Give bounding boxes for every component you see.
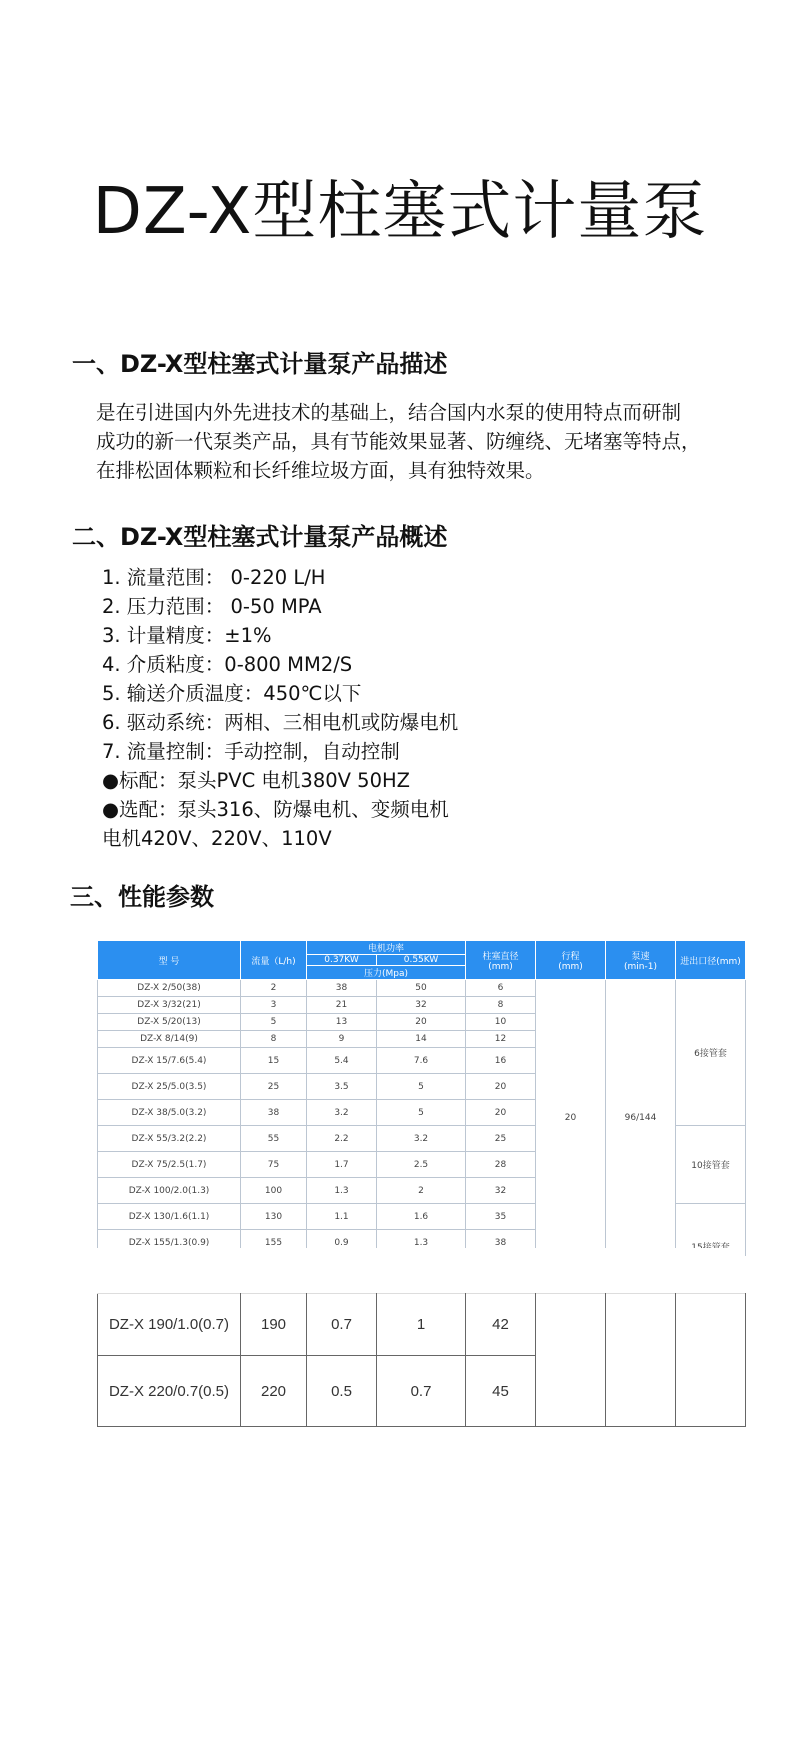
section-2-heading: 二、DZ-X型柱塞式计量泵产品概述 [72,523,448,551]
cell-flow: 38 [241,1100,307,1126]
cell-plunger: 45 [466,1356,536,1427]
cell-pressure-2: 1.6 [377,1204,466,1230]
cell-flow: 100 [241,1178,307,1204]
header-motor-power: 电机功率 [307,941,466,955]
cell-model: DZ-X 25/5.0(3.5) [98,1074,241,1100]
cell-model: DZ-X 100/2.0(1.3) [98,1178,241,1204]
cell-pressure-1: 38 [307,980,377,997]
header-model: 型 号 [98,941,241,980]
spec-item: ●选配：泵头316、防爆电机、变频电机 [102,798,449,821]
cell-model: DZ-X 155/1.3(0.9) [98,1230,241,1256]
cell-plunger: 38 [466,1230,536,1256]
cell-pressure-1: 9 [307,1031,377,1048]
page-title: DZ-X型柱塞式计量泵 [92,175,708,249]
cell-pressure-2: 50 [377,980,466,997]
spec-item: 2. 压力范围： 0-50 MPA [102,595,322,618]
spec-item: 6. 驱动系统：两相、三相电机或防爆电机 [102,711,459,734]
cell-pressure-1: 2.2 [307,1126,377,1152]
spec-item: 电机420V、220V、110V [102,827,332,850]
cell-model: DZ-X 15/7.6(5.4) [98,1048,241,1074]
cell-plunger: 20 [466,1074,536,1100]
cell-port-cont [676,1294,746,1427]
section-3-heading: 三、性能参数 [70,883,214,911]
cell-port-group-1: 6接管套 [676,980,746,1126]
spec-item: 7. 流量控制：手动控制，自动控制 [102,740,400,763]
cell-flow: 5 [241,1014,307,1031]
section-1-description [96,398,776,485]
cell-model: DZ-X 8/14(9) [98,1031,241,1048]
cell-pressure-2: 3.2 [377,1126,466,1152]
cell-pressure-2: 32 [377,997,466,1014]
description-line: 是在引进国内外先进技术的基础上，结合国内水泵的使用特点而研制 [96,401,682,424]
cell-pressure-1: 21 [307,997,377,1014]
cell-pressure-1: 0.5 [307,1356,377,1427]
spec-item: 5. 输送介质温度：450℃以下 [102,682,362,705]
cell-flow: 25 [241,1074,307,1100]
header-pressure: 压力(Mpa) [307,966,466,980]
spec-item: 1. 流量范围： 0-220 L/H [102,566,326,589]
cell-plunger: 28 [466,1152,536,1178]
cell-model: DZ-X 2/50(38) [98,980,241,997]
cell-pressure-2: 5 [377,1074,466,1100]
cell-flow: 8 [241,1031,307,1048]
header-power-1: 0.37KW [307,955,377,966]
cell-plunger: 8 [466,997,536,1014]
cell-flow: 130 [241,1204,307,1230]
cell-model: DZ-X 5/20(13) [98,1014,241,1031]
spec-item: ●标配：泵头PVC 电机380V 50HZ [102,769,411,792]
cell-model: DZ-X 190/1.0(0.7) [98,1294,241,1356]
cell-speed: 96/144 [606,980,676,1256]
cell-stroke-cont [536,1294,606,1427]
cell-pressure-1: 3.5 [307,1074,377,1100]
cell-plunger: 35 [466,1204,536,1230]
cell-pressure-2: 14 [377,1031,466,1048]
cell-plunger: 6 [466,980,536,997]
cell-pressure-1: 0.7 [307,1294,377,1356]
cell-flow: 3 [241,997,307,1014]
cell-pressure-2: 5 [377,1100,466,1126]
cell-port-group-2: 10接管套 [676,1126,746,1204]
header-port: 进出口径(mm) [676,941,746,980]
cell-model: DZ-X 3/32(21) [98,997,241,1014]
cell-stroke: 20 [536,980,606,1256]
cell-flow: 55 [241,1126,307,1152]
section-1-heading: 一、DZ-X型柱塞式计量泵产品描述 [72,350,448,378]
cell-pressure-2: 0.7 [377,1356,466,1427]
header-stroke: 行程 (mm) [536,941,606,980]
cell-pressure-1: 3.2 [307,1100,377,1126]
cell-flow: 2 [241,980,307,997]
cell-plunger: 10 [466,1014,536,1031]
cell-model: DZ-X 130/1.6(1.1) [98,1204,241,1230]
cell-pressure-2: 1.3 [377,1230,466,1256]
cell-flow: 75 [241,1152,307,1178]
cell-plunger: 42 [466,1294,536,1356]
cell-plunger: 32 [466,1178,536,1204]
cell-flow: 190 [241,1294,307,1356]
cell-pressure-2: 7.6 [377,1048,466,1074]
cell-pressure-1: 5.4 [307,1048,377,1074]
cell-flow: 15 [241,1048,307,1074]
description-line: 在排松固体颗粒和长纤维垃圾方面，具有独特效果。 [96,459,545,482]
cell-pressure-1: 1.1 [307,1204,377,1230]
performance-table [97,940,746,1256]
description-line: 成功的新一代泵类产品，具有节能效果显著、防缠绕、无堵塞等特点， [96,430,701,453]
cell-plunger: 12 [466,1031,536,1048]
spec-item: 3. 计量精度：±1% [102,624,272,647]
cell-flow: 220 [241,1356,307,1427]
cell-flow: 155 [241,1230,307,1256]
header-power-2: 0.55KW [377,955,466,966]
cell-pressure-2: 1 [377,1294,466,1356]
cell-plunger: 20 [466,1100,536,1126]
cell-model: DZ-X 55/3.2(2.2) [98,1126,241,1152]
cell-model: DZ-X 220/0.7(0.5) [98,1356,241,1427]
cell-pressure-2: 2.5 [377,1152,466,1178]
spec-list [102,563,458,853]
header-flow: 流量（L/h) [241,941,307,980]
cell-model: DZ-X 38/5.0(3.2) [98,1100,241,1126]
cell-pressure-1: 0.9 [307,1230,377,1256]
performance-table-continued [97,1293,746,1427]
header-plunger: 柱塞直径 (mm) [466,941,536,980]
cell-pressure-2: 20 [377,1014,466,1031]
header-speed: 泵速 (min-1) [606,941,676,980]
cell-pressure-2: 2 [377,1178,466,1204]
cell-plunger: 25 [466,1126,536,1152]
table-gap [97,1248,745,1294]
spec-item: 4. 介质粘度：0-800 MM2/S [102,653,353,676]
cell-speed-cont [606,1294,676,1427]
cell-plunger: 16 [466,1048,536,1074]
cell-model: DZ-X 75/2.5(1.7) [98,1152,241,1178]
cell-pressure-1: 13 [307,1014,377,1031]
cell-pressure-1: 1.7 [307,1152,377,1178]
cell-pressure-1: 1.3 [307,1178,377,1204]
